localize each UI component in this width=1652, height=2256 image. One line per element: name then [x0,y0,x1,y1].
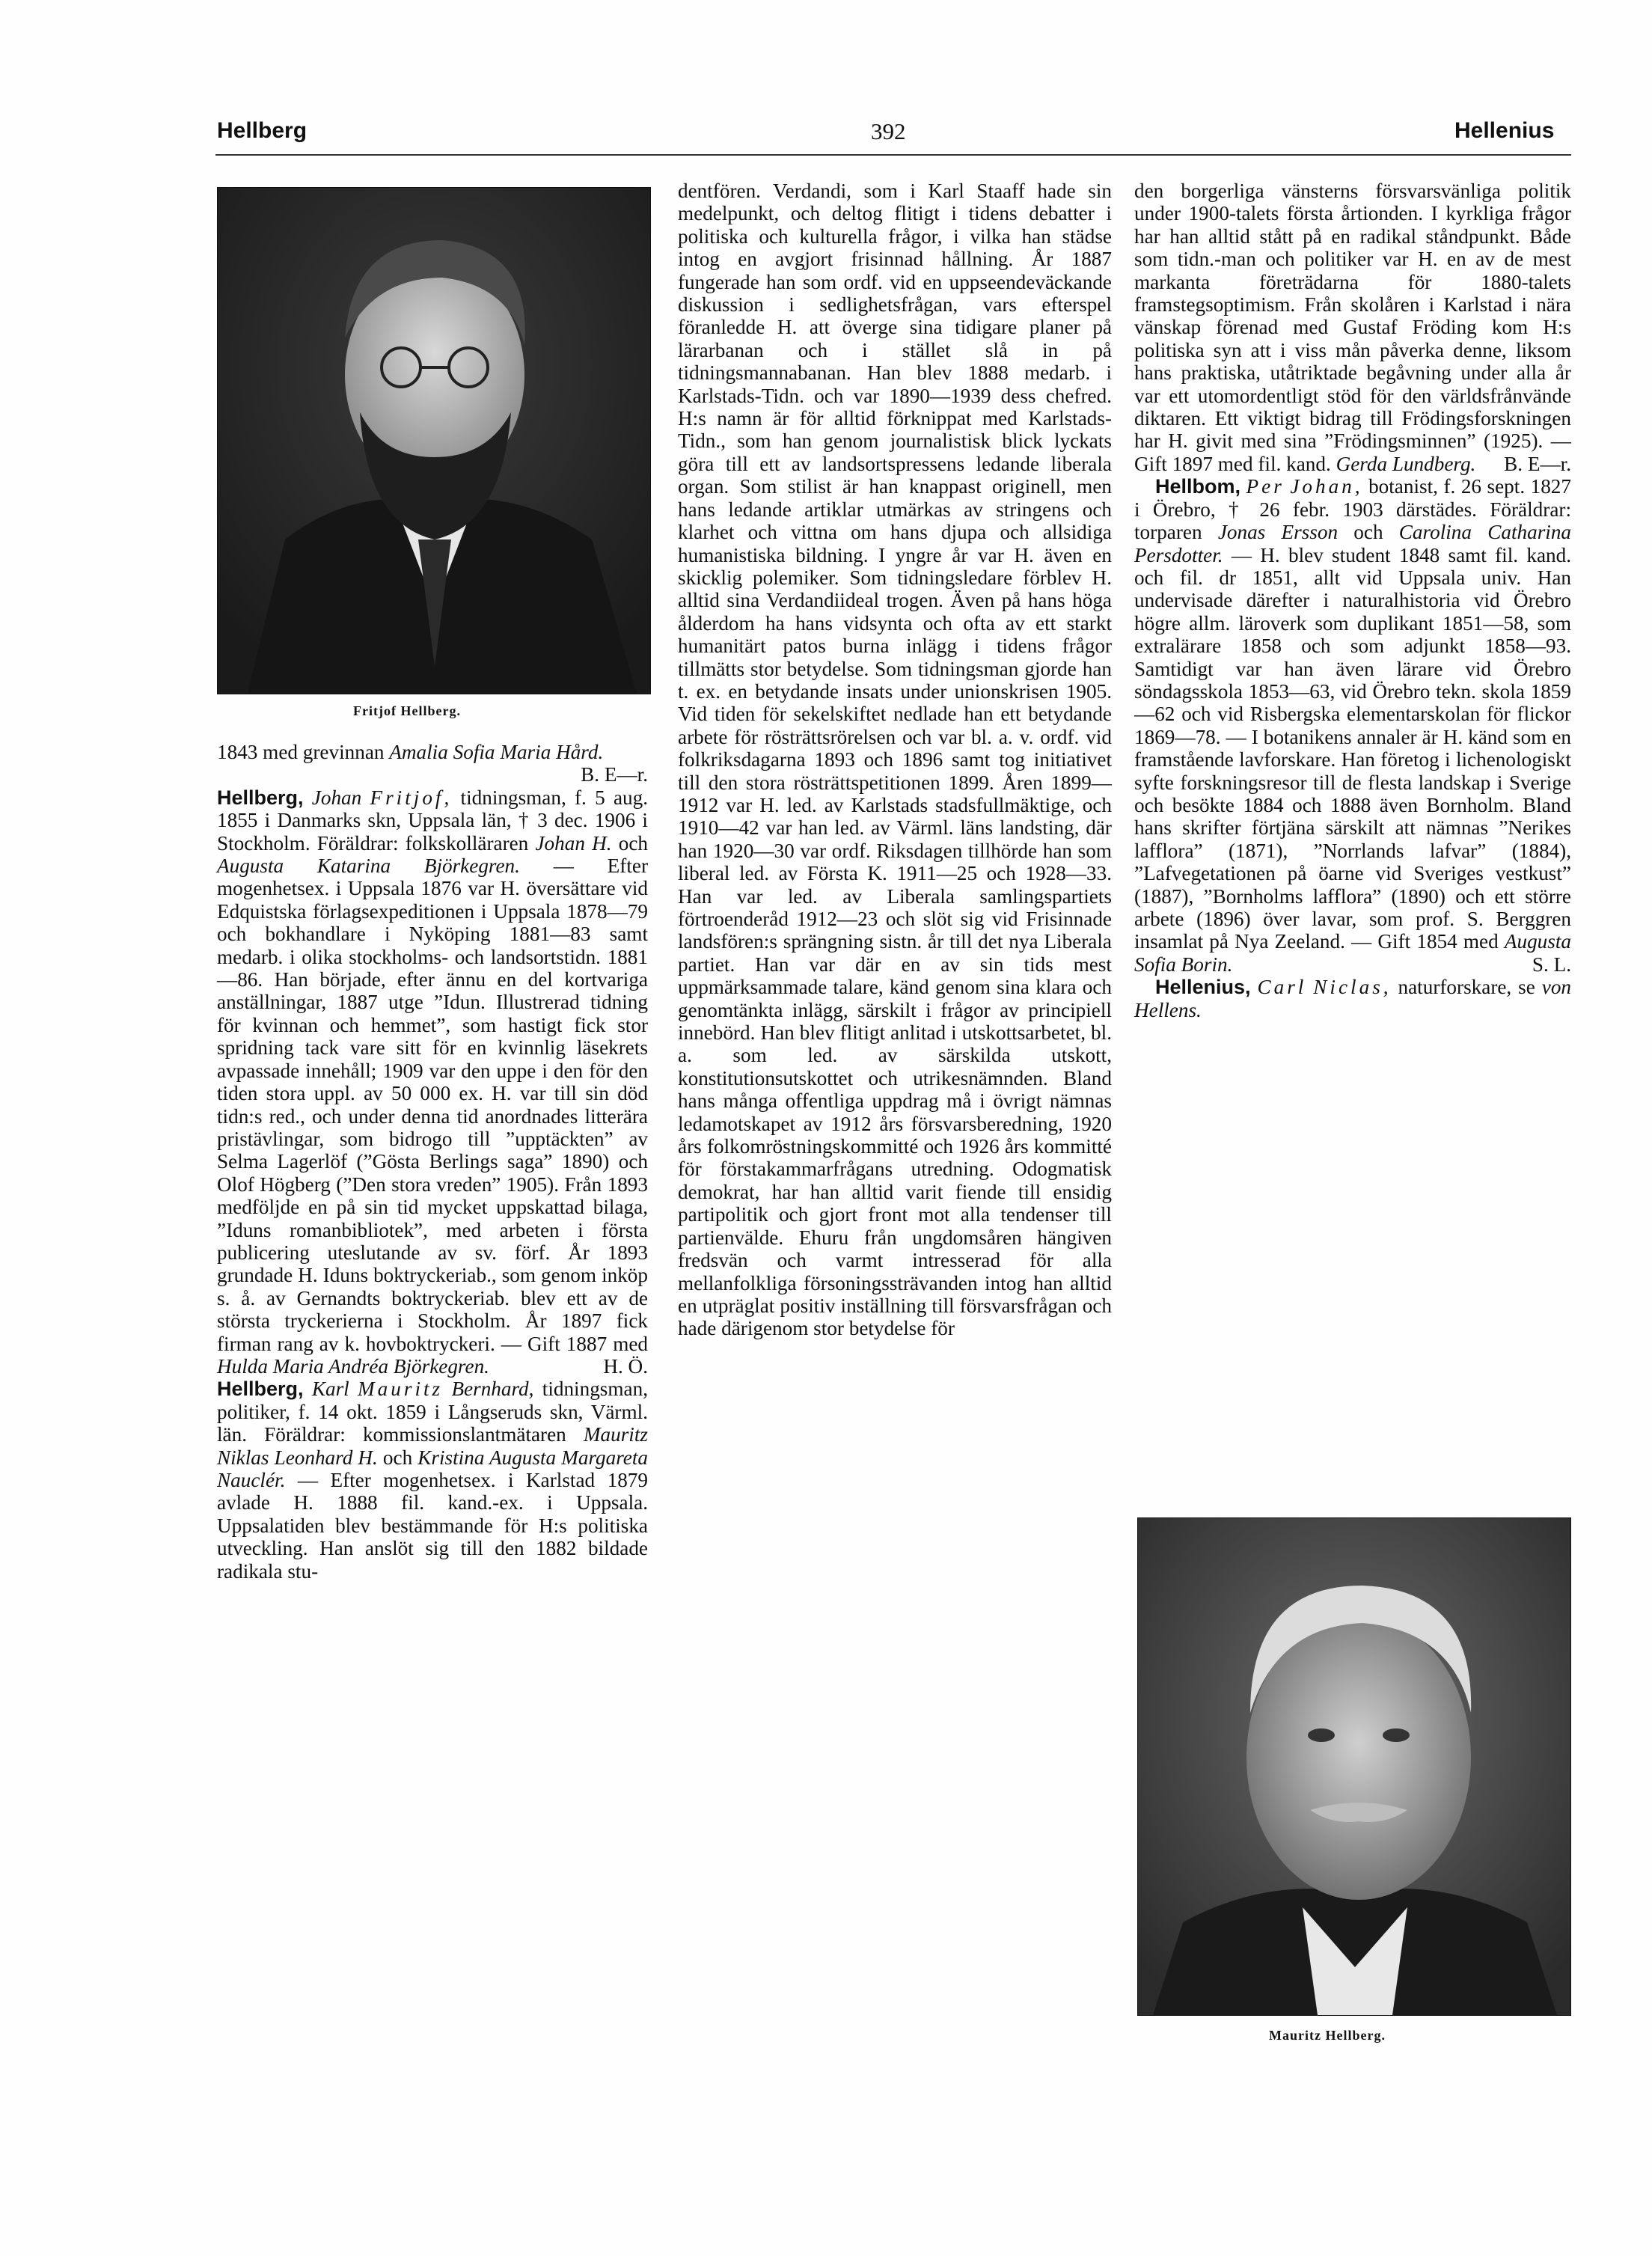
running-head-left: Hellberg [217,118,308,143]
entry-forename: Carl [1257,976,1307,999]
entry-headword: Hellbom, [1155,475,1241,498]
entry-forename: Bernhard, [451,1378,534,1401]
entry-forename: Karl [311,1378,349,1401]
column-1 [217,741,648,1583]
spouse-name: Amalia Sofia Maria Hård. [389,741,604,763]
spouse-name: Hulda Maria Andréa Björkegren. [217,1354,489,1378]
column-2 [678,180,1112,1340]
conjunction: och [1338,521,1399,544]
mother-name: Carolina Catharina Persdotter. [1134,521,1572,566]
author-signature: B. E—r. [1504,452,1571,475]
entry-headword: Hellenius, [1155,976,1251,999]
author-signature: H. Ö. [603,1354,648,1378]
mother-name: Augusta Katarina Björkegren. [217,855,520,878]
mother-name: Kristina Augusta Margareta Nauclér. [217,1446,648,1491]
body-text: tidningsman, politiker, f. 14 okt. 1859 i Långseruds skn, Värml. län. Föräldrar: kommissionslantmätaren [217,1378,648,1446]
portrait-fritjof-hellberg [217,187,651,694]
spouse-name: Gerda Lundberg. [1336,452,1476,475]
header-rule [215,154,1571,156]
body-text: tidningsman, f. 5 aug. 1855 i Danmarks skn, Uppsala län, † 3 dec. 1906 i Stockholm. Föräldrar: folkskolläraren [217,786,648,855]
body-text: naturforskare, se [1391,976,1542,999]
conjunction: och [377,1446,418,1469]
spouse-name: Augusta Sofia Borin. [1134,930,1571,976]
cross-reference: von Hellens. [1134,976,1572,1021]
entry-callname: Fritjof, [370,786,453,809]
running-head-right: Hellenius [1454,118,1555,143]
portrait-image [1138,1518,1570,2015]
body-text: den borgerliga vänsterns försvarsvänliga politik under 1900-talets första årtionden. I kyrkliga frågor har han alltid stått på en radikal ståndpunkt. Både som tidn.-man och politiker var H. en av de mest markanta företrädarna för 1880-talets framstegsoptimism. Från skolåren i Karlstad i nära vänskap förenad med Gustaf Fröding kom H:s politiska syn att i viss mån påverka denne, liksom hans praktiska, utåtriktade begåvning under alla år var ett utomordentligt stöd för den världsfrånvände diktaren. Ett viktigt bidrag till Frödingsforskningen har H. givit med sina ”Frödingsminnen” (1925). — Gift 1897 med fil. kand. [1134,180,1571,475]
body-text: 1843 med grevinnan [217,741,390,763]
body-text: — Efter mogenhetsex. i Uppsala 1876 var H. översättare vid Edquistska förlagsexpeditionen i Uppsala 1878—79 och bokhandlare i Nyköping 1881—83 samt medarb. i olika stockholms- och landsortstidn. 1881—86. Han började, efter ännu en del kortvariga anställningar, 1887 utge ”Idun. Illustrerad tidning för kvinnan och hemmet”, som hastigt fick stor spridning tack vare sitt för en kvinnlig läsekrets avpassade innehåll; 1909 var den uppe i den för den tiden stora uppl. av 50 000 ex. H. var till sin död tidn:s red., och under denna tid anordnades litterära pristävlingar, som bidrogo till ”upptäckten” av Selma Lagerlöf (”Gösta Berlings saga” 1890) och Olof Högberg (”Den stora vreden” 1905). Från 1893 medföljde en på sin tid mycket uppskattad bilaga, ”Iduns romanbibliotek”, med arbeten i första publicering uteslutande av sv. förf. År 1893 grundade H. Iduns boktryckeriab., som genom inköp s. å. av Gernandts boktryckeriab. blev ett av de största tryckerierna i Stockholm. År 1897 fick firman rang av k. hovboktryckeri. — Gift 1887 med [217,855,648,1355]
father-name: Johan H. [535,831,612,855]
father-name: Jonas Ersson [1217,521,1339,544]
column-3 [1134,180,1571,1021]
body-text: — H. blev student 1848 samt fil. kand. och fil. dr 1851, allt vid Uppsala univ. Han undervisade därefter i naturalhistoria vid Örebro högre allm. läroverk som duplikant 1851—58, som extralärare 1858 och som adjunkt 1858—93. Samtidigt var han även lärare vid Örebro söndagsskola 1853—63, vid Örebro tekn. skola 1859—62 och vid Risbergska elementarskolan för flickor 1869—78. — I botanikens annaler är H. känd som en framstående lavforskare. Han företog i lichenologiskt syfte forskningsresor till de flesta landskap i Sverige och besökte 1884 och 1888 även Bornholm. Bland hans skrifter förtjäna särskilt att nämnas ”Nerikes lafflora” (1871), ”Norrlands lafvar” (1884), ”Lafvegetationen på öarne vid Sveriges vestkust” (1887), ”Bornholms lafflora” (1890) och ett större arbete (1896) över lavar, som prof. S. Berggren insamlat på Nya Zeeland. — Gift 1854 med [1134,543,1571,953]
entry-forename: Johan [311,786,362,809]
entry-headword: Hellberg, [217,786,304,809]
body-text: — Efter mogenhetsex. i Karlstad 1879 avlade H. 1888 fil. kand.-ex. i Uppsala. Uppsalatiden blev bestämmande för H:s politiska utveckling. Han anslöt sig till den 1882 bildade radikala stu- [217,1469,648,1583]
body-text: dentfören. Verdandi, som i Karl Staaff hade sin medelpunkt, och deltog flitigt i tidens debatter i politiska och kulturella frågor, i vilka han städse intog en avgjort frisinnad hållning. År 1887 fungerade han som ordf. vid en uppseendeväckande diskussion i sedlighetsfrågan, vars efterspel föranledde H. att överge sina tidigare planer på lärarbanan och i stället slå in på tidningsmannabanan. Han blev 1888 medarb. i Karlstads-Tidn. och var 1890—1939 dess chefred. H:s namn är för alltid förknippat med Karlstads-Tidn., som han genom journalistisk blick lyckats göra till ett av landsortspressens ledande liberala organ. Som stilist är han knappast originell, men hans ledande artiklar utmärkas av stringens och klarhet och vittna om hans djupa och allsidiga humanistiska bildning. I yngre år var H. även en skicklig polemiker. Som tidningsledare förblev H. alltid sina Verdandiideal trogen. Även på hans höga ålderdom ha hans vidsynta och ofta av ett starkt humanitärt patos burna inlägg i tidens frågor tillmätts stor betydelse. Som tidningsman gjorde han t. ex. en betydande insats under unionskrisen 1905. Vid tiden för sekelskiftet nedlade han ett betydande arbete för rösträttsrörelsen och var bl. a. v. ordf. vid folkriksdagarna 1893 och 1896 samt tog initiativet till den stora rösträttspetitionen 1899. Åren 1899—1912 var H. led. av Karlstads stadsfullmäktige, och 1910—42 var han led. av Värml. läns landsting, där han 1920—30 var ordf. Riksdagen tillhörde han som liberal led. av Första K. 1911—25 och 1928—33. Han var led. av Liberala samlingspartiets förtroenderåd 1912—23 och slöt sig vid Frisinnade landsfören:s sprängning sistn. år till det nya Liberala partiet. Han var där en av sin tids mest uppmärksammade talare, känd genom sina klara och genomtänkta inlägg, särskilt i frågor av principiell innebörd. Han blev flitigt anlitad i utskottsarbetet, bl. a. som led. av särskilda utskott, konstitutionsutskottet och utrikesnämnden. Bland hans många offentliga uppdrag må i övrigt nämnas ledamotskapet av 1912 års försvarsberedning, 1920 års folkomröstningskommitté och 1926 års kommitté för förstakammarfrågans utredning. Odogmatisk demokrat, har han alltid varit fiende till ensidig partipolitik och gjort front mot alla tendenser till partienvälde. Ehuru från ungdomsåren hängiven fredsvän och varmt intresserad för alla mellanfolkliga försoningssträvanden intog han alltid en utpräglat positiv inställning till försvarsfrågan och hade därigenom stor betydelse för [678,180,1112,1340]
author-signature: B. E—r. [581,763,648,786]
entry-callname: Niclas, [1313,976,1392,999]
body-text: botanist, f. 26 sept. 1827 i Örebro, † 26 febr. 1903 därstädes. Föräldrar: torparen [1134,475,1571,544]
entry-forename: Per [1246,475,1285,498]
portrait-caption: Mauritz Hellberg. [1269,2028,1386,2043]
page-number: 392 [871,118,906,144]
portrait-caption: Fritjof Hellberg. [353,703,461,718]
entry-headword: Hellberg, [217,1378,304,1401]
portrait-mauritz-hellberg [1137,1517,1571,2016]
father-name: Mauritz Niklas Leonhard H. [217,1423,648,1469]
entry-callname: Johan, [1290,475,1363,498]
portrait-image [218,188,650,694]
author-signature: S. L. [1532,953,1571,976]
entry-callname: Mauritz [358,1378,444,1401]
conjunction: och [611,831,648,855]
